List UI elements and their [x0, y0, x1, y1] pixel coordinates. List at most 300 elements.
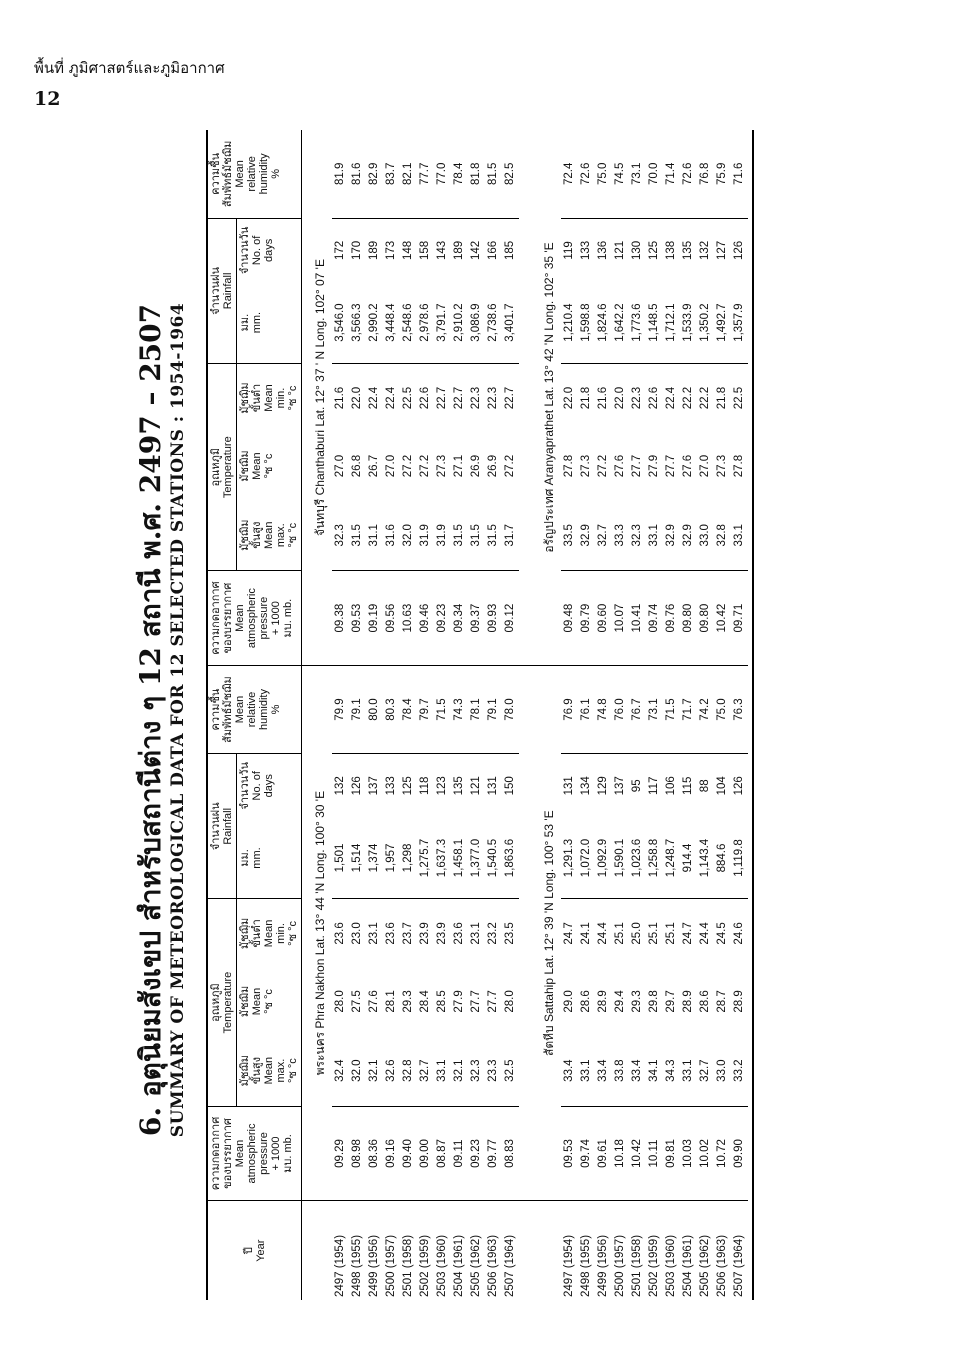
tmin-cell: 25.1	[665, 922, 677, 945]
pressure-header-line: Mean	[234, 1139, 246, 1168]
table-row	[417, 130, 434, 1300]
tmax-cell: 33.1	[578, 1036, 595, 1107]
pressure-header-line: + 1000	[270, 601, 282, 636]
rain-mm-cell: 1,712.1	[663, 282, 680, 364]
tmean-cell: 28.6	[699, 990, 711, 1013]
tmean-header	[237, 967, 302, 1035]
humidity-header-line: Mean	[234, 695, 246, 724]
year-cell: 2503 (1960)	[434, 1201, 451, 1300]
page-number: 12	[34, 88, 61, 110]
tmax-header-line: °ซ °c	[287, 1058, 299, 1084]
humidity-cell: 78.4	[451, 130, 468, 218]
tmax-header	[237, 500, 302, 571]
year-cell: 2499 (1956)	[595, 1201, 612, 1300]
rain-mm-cell: 1,824.6	[595, 282, 612, 364]
gap-cell	[519, 130, 531, 665]
rain-mm-cell: 884.6	[714, 817, 731, 899]
rain-mm-header-line: มม.	[239, 313, 251, 332]
rain-mm-cell: 2,548.6	[400, 282, 417, 364]
tmax-header-line: ขั้นสูง	[251, 1057, 263, 1085]
tmax-cell: 31.9	[417, 500, 434, 571]
rainfall-header	[207, 754, 237, 899]
humidity-cell: 70.0	[646, 130, 663, 218]
tmax-cell: 33.4	[629, 1036, 646, 1107]
tmin-cell: 22.6	[648, 386, 660, 410]
tmax-header-line: Mean	[263, 521, 275, 549]
tmean-cell: 27.9	[453, 990, 465, 1013]
humidity-cell: 81.9	[332, 130, 349, 218]
pressure-header	[207, 1106, 302, 1201]
table-row	[731, 130, 748, 1300]
pressure-cell: 08.36	[366, 1106, 383, 1201]
tmax-cell: 32.8	[714, 500, 731, 571]
table-title-english: SUMMARY OF METEOROLOGICAL DATA FOR 12 SELECTED STATIONS : 1954-1964	[168, 302, 188, 1138]
tmax-cell: 33.4	[595, 1036, 612, 1107]
pressure-cell: 08.83	[502, 1106, 519, 1201]
tmax-cell: 32.7	[595, 500, 612, 571]
tmin-header	[237, 899, 302, 967]
tmin-cell: 23.6	[385, 922, 397, 945]
rain-days-cell: 117	[648, 776, 660, 795]
rain-days-cell: 158	[419, 240, 431, 260]
rain-days-cell: 132	[334, 776, 346, 796]
rainfall-header-thai: จำนวนฝน	[210, 267, 222, 315]
tmax-cell: 33.1	[680, 1036, 697, 1107]
rain-days-cell: 115	[682, 776, 694, 795]
tmax-cell: 32.0	[400, 500, 417, 571]
tmin-header-line: มัชฌิม	[239, 382, 251, 414]
rain-mm-header	[237, 282, 302, 364]
humidity-cell: 77.7	[417, 130, 434, 218]
table-row	[629, 130, 646, 1300]
rain-mm-cell: 3,566.3	[349, 282, 366, 364]
tmin-cell: 21.8	[716, 386, 728, 410]
pressure-cell: 10.11	[646, 1106, 663, 1201]
tmean-cell: 27.3	[436, 454, 448, 478]
tmean-cell: 29.3	[402, 990, 414, 1013]
tmean-cell: 29.3	[631, 990, 643, 1013]
pressure-cell: 09.16	[383, 1106, 400, 1201]
pressure-cell: 08.87	[434, 1106, 451, 1201]
pressure-cell: 10.42	[629, 1106, 646, 1201]
rain-days-cell: 121	[614, 240, 626, 260]
humidity-cell: 81.6	[349, 130, 366, 218]
humidity-cell: 79.1	[349, 665, 366, 753]
tmax-cell: 33.1	[646, 500, 663, 571]
rain-days-cell: 142	[470, 240, 482, 260]
tmean-cell: 28.6	[580, 990, 592, 1013]
humidity-cell: 77.0	[434, 130, 451, 218]
tmax-cell: 32.3	[332, 500, 349, 571]
table-row	[578, 130, 595, 1300]
rain-mm-cell: 1,298	[400, 817, 417, 899]
tmin-cell: 22.7	[453, 386, 465, 410]
pressure-header-line: มบ. mb.	[282, 1134, 294, 1173]
tmean-cell: 27.6	[682, 454, 694, 478]
rain-mm-cell: 1,092.9	[595, 817, 612, 899]
tmin-cell: 22.0	[563, 386, 575, 410]
tmax-header-line: ขั้นสูง	[251, 521, 263, 549]
tmin-cell: 25.1	[614, 922, 626, 945]
tmean-cell: 27.9	[648, 454, 660, 478]
pressure-cell: 10.41	[629, 571, 646, 666]
tmean-cell: 27.1	[453, 454, 465, 478]
rain-days-cell: 129	[597, 776, 609, 796]
humidity-cell: 81.5	[485, 130, 502, 218]
rain-days-cell: 166	[487, 240, 499, 260]
rain-mm-cell: 2,978.6	[417, 282, 434, 364]
gap-cell	[519, 665, 531, 1200]
tmin-cell: 23.9	[419, 922, 431, 945]
tmean-cell: 27.7	[470, 990, 482, 1013]
pressure-cell: 09.61	[595, 1106, 612, 1201]
tmean-cell: 26.9	[487, 454, 499, 478]
rain-mm-cell: 1,458.1	[451, 817, 468, 899]
tmin-cell: 23.1	[470, 922, 482, 945]
pressure-header-line: pressure	[258, 596, 270, 640]
humidity-cell: 71.7	[680, 665, 697, 753]
humidity-cell: 76.1	[578, 665, 595, 753]
tmin-cell: 22.4	[385, 386, 397, 410]
tmean-cell: 26.7	[368, 454, 380, 478]
tmax-cell: 32.1	[451, 1036, 468, 1107]
rain-days-cell: 135	[682, 240, 694, 260]
pressure-header-line: atmospheric	[246, 1123, 258, 1184]
tmean-cell: 27.6	[368, 990, 380, 1013]
table-row	[502, 130, 519, 1300]
tmin-header-line: Mean	[263, 919, 275, 948]
pressure-cell: 10.18	[612, 1106, 629, 1201]
pressure-header-line: มบ. mb.	[282, 598, 294, 638]
tmean-cell: 27.0	[699, 454, 711, 478]
humidity-cell: 74.5	[612, 130, 629, 218]
tmin-cell: 23.6	[453, 922, 465, 945]
rain-days-header-line: days	[263, 238, 275, 263]
rain-days-cell: 126	[733, 240, 745, 260]
pressure-cell: 09.79	[578, 571, 595, 666]
humidity-header-line: relative	[246, 691, 258, 728]
rainfall-header-english: Rainfall	[222, 272, 234, 310]
table-row	[646, 130, 663, 1300]
rain-mm-cell: 1,119.8	[731, 817, 748, 899]
tmean-cell: 29.7	[665, 990, 677, 1013]
rain-days-cell: 172	[334, 240, 346, 260]
year-cell: 2501 (1958)	[629, 1201, 646, 1300]
tmean-cell: 27.5	[351, 990, 363, 1013]
pressure-cell: 09.77	[485, 1106, 502, 1201]
tmax-cell: 23.3	[485, 1036, 502, 1107]
tmean-header-line: Mean	[251, 987, 263, 1016]
humidity-header-line: ความชื้น	[210, 688, 222, 731]
humidity-cell: 80.3	[383, 665, 400, 753]
tmean-cell: 27.0	[385, 454, 397, 478]
rain-days-header-line: No. of	[251, 235, 263, 266]
tmax-header-line: max.	[275, 1058, 287, 1083]
humidity-cell: 72.4	[561, 130, 578, 218]
pressure-cell: 08.98	[349, 1106, 366, 1201]
rain-days-cell: 170	[351, 240, 363, 260]
humidity-header-line: สัมพัทธ์มัชฌิม	[222, 140, 234, 208]
tmax-header-line: มัชฌิม	[239, 1054, 251, 1087]
tmean-cell: 27.0	[334, 454, 346, 478]
rain-days-cell: 126	[733, 776, 745, 796]
tmean-cell: 27.3	[716, 454, 728, 478]
rain-days-cell: 123	[436, 776, 448, 796]
rain-mm-cell: 1,514	[349, 817, 366, 899]
humidity-cell: 78.4	[400, 665, 417, 753]
rain-mm-header-line: มม.	[239, 849, 251, 867]
year-cell: 2501 (1958)	[400, 1201, 417, 1300]
tmin-header-line: มัชฌิม	[239, 917, 251, 950]
humidity-cell: 74.8	[595, 665, 612, 753]
tmin-cell: 24.6	[733, 922, 745, 945]
rain-days-header-line: จำนวนวัน	[239, 226, 251, 275]
tmin-cell: 25.1	[648, 922, 660, 945]
tmin-cell: 22.2	[699, 386, 711, 410]
tmean-cell: 28.9	[733, 990, 745, 1013]
year-cell: 2506 (1963)	[714, 1201, 731, 1300]
table-row	[697, 130, 714, 1300]
humidity-cell: 82.9	[366, 130, 383, 218]
rainfall-header-english: Rainfall	[222, 807, 234, 845]
section-gap	[519, 130, 531, 1300]
tmin-cell: 23.2	[487, 922, 499, 945]
rain-days-header-line: days	[263, 774, 275, 798]
table-row	[400, 130, 417, 1300]
humidity-cell: 75.0	[595, 130, 612, 218]
tmean-header-line: มัชฌิม	[239, 450, 251, 482]
tmax-cell: 32.7	[417, 1036, 434, 1107]
year-cell: 2503 (1960)	[663, 1201, 680, 1300]
tmean-cell: 28.1	[385, 990, 397, 1013]
rain-mm-cell: 1,773.6	[629, 282, 646, 364]
rain-mm-cell: 1,642.2	[612, 282, 629, 364]
tmax-cell: 32.0	[349, 1036, 366, 1107]
tmean-cell: 28.4	[419, 990, 431, 1013]
year-cell: 2507 (1964)	[502, 1201, 519, 1300]
rain-days-cell: 130	[631, 240, 643, 260]
rain-days-cell: 138	[665, 240, 677, 260]
tmax-header-line: มัชฌิม	[239, 519, 251, 551]
year-cell: 2505 (1962)	[468, 1201, 485, 1300]
tmax-cell: 32.5	[502, 1036, 519, 1107]
pressure-header-line: ความกดอากาศ	[210, 581, 222, 655]
temperature-header-english: Temperature	[222, 971, 234, 1034]
humidity-header-line: humidity	[258, 689, 270, 731]
tmax-cell: 31.1	[366, 500, 383, 571]
tmean-cell: 26.9	[470, 454, 482, 478]
tmean-cell: 28.9	[597, 990, 609, 1013]
rain-mm-cell: 1,148.5	[646, 282, 663, 364]
rain-mm-cell: 1,291.3	[561, 817, 578, 899]
tmax-cell: 33.0	[697, 500, 714, 571]
humidity-cell: 72.6	[578, 130, 595, 218]
tmean-header-line: Mean	[251, 452, 263, 480]
rain-days-cell: 88	[699, 779, 711, 793]
temperature-header-thai: อุณหภูมิ	[210, 447, 222, 487]
humidity-header-line: relative	[246, 156, 258, 192]
rain-mm-cell: 2,738.6	[485, 282, 502, 364]
tmin-header-line: min.	[275, 387, 287, 409]
humidity-cell: 76.3	[731, 665, 748, 753]
humidity-cell: 82.1	[400, 130, 417, 218]
tmean-cell: 27.2	[419, 454, 431, 478]
tmax-cell: 33.4	[561, 1036, 578, 1107]
tmax-cell: 31.5	[451, 500, 468, 571]
tmean-cell: 26.8	[351, 454, 363, 478]
tmax-cell: 32.3	[468, 1036, 485, 1107]
pressure-cell: 09.71	[731, 571, 748, 666]
humidity-header-line: %	[270, 168, 282, 179]
bottom-rule-cell	[748, 130, 753, 1300]
rain-days-header	[237, 754, 302, 818]
rain-mm-cell: 1,357.9	[731, 282, 748, 364]
rain-days-header-line: No. of	[251, 771, 263, 801]
rain-mm-cell: 1,275.7	[417, 817, 434, 899]
pressure-cell: 09.93	[485, 571, 502, 666]
tmax-cell: 31.7	[502, 500, 519, 571]
pressure-header-line: Mean	[234, 604, 246, 632]
rain-days-cell: 125	[648, 240, 660, 260]
temperature-header	[207, 899, 237, 1106]
pressure-cell: 09.11	[451, 1106, 468, 1201]
humidity-cell: 79.1	[485, 665, 502, 753]
pressure-cell: 09.00	[417, 1106, 434, 1201]
rain-mm-cell: 1,590.1	[612, 817, 629, 899]
tmean-header-line: °ซ °c	[263, 989, 275, 1014]
pressure-cell: 09.53	[561, 1106, 578, 1201]
rain-mm-cell: 3,546.0	[332, 282, 349, 364]
gap-cell	[519, 1201, 531, 1300]
tmin-header-line: min.	[275, 923, 287, 944]
year-cell: 2500 (1957)	[383, 1201, 400, 1300]
humidity-cell: 76.9	[561, 665, 578, 753]
rain-days-cell: 133	[580, 240, 592, 260]
pressure-cell: 10.42	[714, 571, 731, 666]
tmax-cell: 34.3	[663, 1036, 680, 1107]
tmax-cell: 31.5	[468, 500, 485, 571]
pressure-cell: 09.80	[697, 571, 714, 666]
year-cell: 2497 (1954)	[561, 1201, 578, 1300]
humidity-header	[207, 665, 302, 753]
humidity-cell: 71.5	[434, 665, 451, 753]
humidity-cell: 76.8	[697, 130, 714, 218]
humidity-cell: 73.1	[646, 665, 663, 753]
tmin-cell: 22.0	[351, 386, 363, 410]
pressure-cell: 09.90	[731, 1106, 748, 1201]
station-name-right: อรัญประเทศ Aranyaprathet Lat. 13° 42 'N Long. 102° 35 'E	[531, 130, 561, 665]
tmin-cell: 21.6	[597, 386, 609, 410]
tmax-cell: 32.7	[697, 1036, 714, 1107]
tmean-cell: 28.0	[334, 990, 346, 1013]
tmax-cell: 31.5	[349, 500, 366, 571]
tmin-cell: 22.2	[682, 386, 694, 410]
humidity-cell: 80.0	[366, 665, 383, 753]
pressure-cell: 09.80	[680, 571, 697, 666]
rain-days-cell: 137	[614, 776, 626, 796]
pressure-header-line: ของบรรยากาศ	[222, 582, 234, 654]
tmin-cell: 22.5	[733, 386, 745, 410]
station-row	[531, 130, 561, 1300]
station-row	[302, 130, 333, 1300]
rotated-table-sheet	[126, 120, 926, 1320]
year-cell: 2504 (1961)	[680, 1201, 697, 1300]
tmin-cell: 24.1	[580, 922, 592, 945]
tmax-header-line: °ซ °c	[287, 522, 299, 548]
tmin-cell: 23.1	[368, 922, 380, 945]
tmax-cell: 32.9	[663, 500, 680, 571]
tmean-cell: 27.6	[614, 454, 626, 478]
rain-days-cell: 185	[504, 240, 516, 260]
rain-mm-header-line: mm.	[251, 847, 263, 869]
year-header	[207, 1201, 302, 1300]
tmin-header-line: ขั้นต่ำ	[251, 919, 263, 948]
table-row	[714, 130, 731, 1300]
tmean-header-line: °ซ °c	[263, 453, 275, 479]
rain-mm-cell: 3,791.7	[434, 282, 451, 364]
rain-mm-cell: 1,377.0	[468, 817, 485, 899]
table-row	[383, 130, 400, 1300]
tmin-cell: 25.0	[631, 922, 643, 945]
tmean-cell: 27.7	[631, 454, 643, 478]
humidity-cell: 76.7	[629, 665, 646, 753]
pressure-cell: 10.63	[400, 571, 417, 666]
pressure-cell: 09.76	[663, 571, 680, 666]
rain-mm-cell: 1,248.7	[663, 817, 680, 899]
year-cell: 2497 (1954)	[332, 1201, 349, 1300]
pressure-cell: 09.23	[468, 1106, 485, 1201]
humidity-cell: 71.4	[663, 130, 680, 218]
table-row	[561, 130, 578, 1300]
rain-mm-cell: 1,598.8	[578, 282, 595, 364]
humidity-cell: 83.7	[383, 130, 400, 218]
rain-days-cell: 137	[368, 776, 380, 796]
tmax-cell: 32.9	[578, 500, 595, 571]
rain-mm-cell: 2,910.2	[451, 282, 468, 364]
pressure-cell: 09.23	[434, 571, 451, 666]
rain-days-cell: 132	[699, 240, 711, 260]
rain-mm-cell: 1,023.6	[629, 817, 646, 899]
rain-mm-cell: 1,210.4	[561, 282, 578, 364]
tmin-cell: 24.4	[699, 922, 711, 945]
humidity-cell: 79.9	[332, 665, 349, 753]
temperature-header-english: Temperature	[222, 436, 234, 499]
year-cell: 2498 (1955)	[349, 1201, 366, 1300]
humidity-cell: 74.2	[697, 665, 714, 753]
tmin-cell: 22.0	[614, 386, 626, 410]
humidity-cell: 78.0	[502, 665, 519, 753]
pressure-cell: 10.72	[714, 1106, 731, 1201]
table-title-thai: 6. อุตุนิยมสังเขป สำหรับสถานีต่าง ๆ 12 สถานี พ.ศ. 2497 – 2507	[134, 303, 167, 1137]
rain-mm-cell: 1,540.5	[485, 817, 502, 899]
rain-days-cell: 95	[631, 779, 643, 793]
tmin-header-line: °ซ °c	[287, 921, 299, 946]
rain-days-cell: 131	[487, 776, 499, 796]
station-name-left: พระนคร Phra Nakhon Lat. 13° 44 'N Long. 100° 30 'E	[302, 665, 333, 1200]
tmin-cell: 24.7	[563, 922, 575, 945]
tmean-cell: 28.5	[436, 990, 448, 1013]
station-row-spacer	[531, 1201, 561, 1300]
tmean-cell: 27.2	[597, 454, 609, 478]
rain-mm-cell: 1,072.0	[578, 817, 595, 899]
rain-mm-header	[237, 817, 302, 899]
tmean-cell: 27.2	[402, 454, 414, 478]
rain-days-cell: 106	[665, 776, 677, 796]
tmax-cell: 33.0	[714, 1036, 731, 1107]
tmax-cell: 31.9	[434, 500, 451, 571]
tmean-cell: 27.7	[487, 990, 499, 1013]
rain-days-cell: 150	[504, 776, 516, 796]
